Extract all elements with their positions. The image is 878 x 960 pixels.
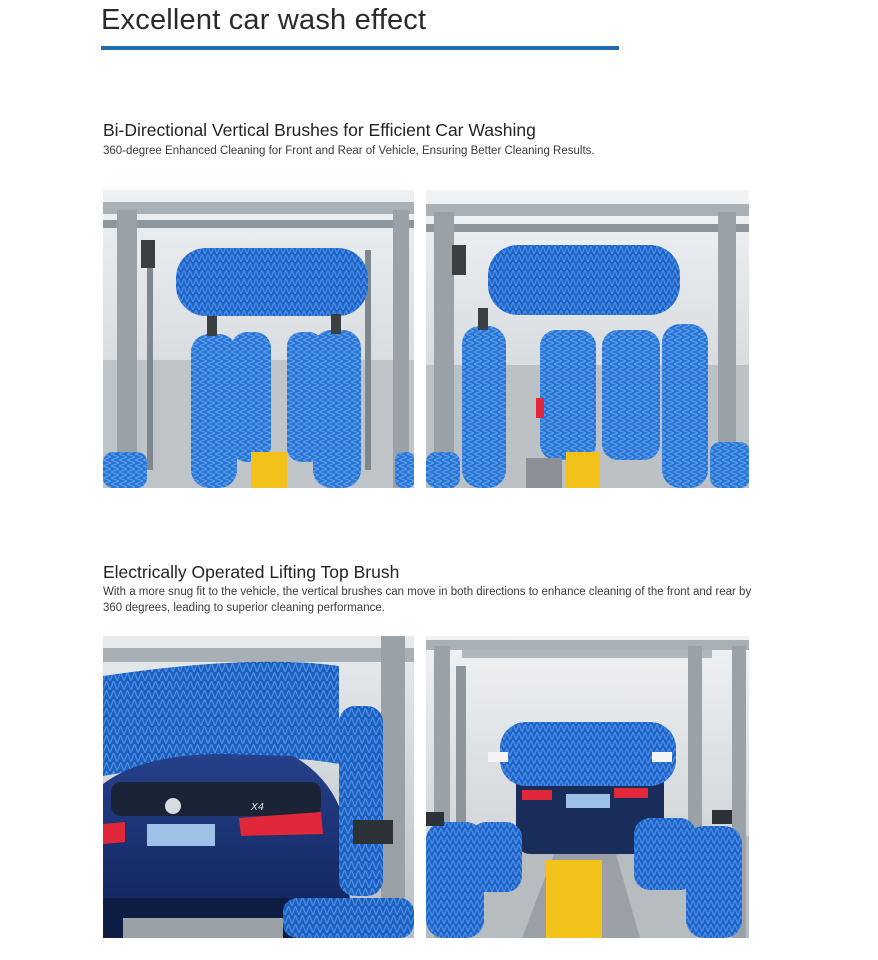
title-underline [101, 46, 619, 50]
photo-top-brush-tunnel [426, 636, 749, 938]
photo-top-brush-car-rear [103, 636, 414, 938]
page-title: Excellent car wash effect [101, 4, 427, 36]
section-2-description: With a more snug fit to the vehicle, the vertical brushes can move in both directions to enhance cleaning of the front and rear by 360 degrees, leading to superior cleaning performance. [103, 586, 752, 614]
section-2-heading: Electrically Operated Lifting Top Brush [103, 562, 400, 582]
car-badge-text: X4 [251, 802, 265, 813]
section-1-description: 360-degree Enhanced Cleaning for Front and Rear of Vehicle, Ensuring Better Cleaning Results. [103, 145, 595, 157]
section-1-heading: Bi-Directional Vertical Brushes for Efficient Car Washing [103, 120, 536, 140]
photo-vertical-brushes-rear [426, 190, 749, 488]
photo-vertical-brushes-front [103, 190, 414, 488]
